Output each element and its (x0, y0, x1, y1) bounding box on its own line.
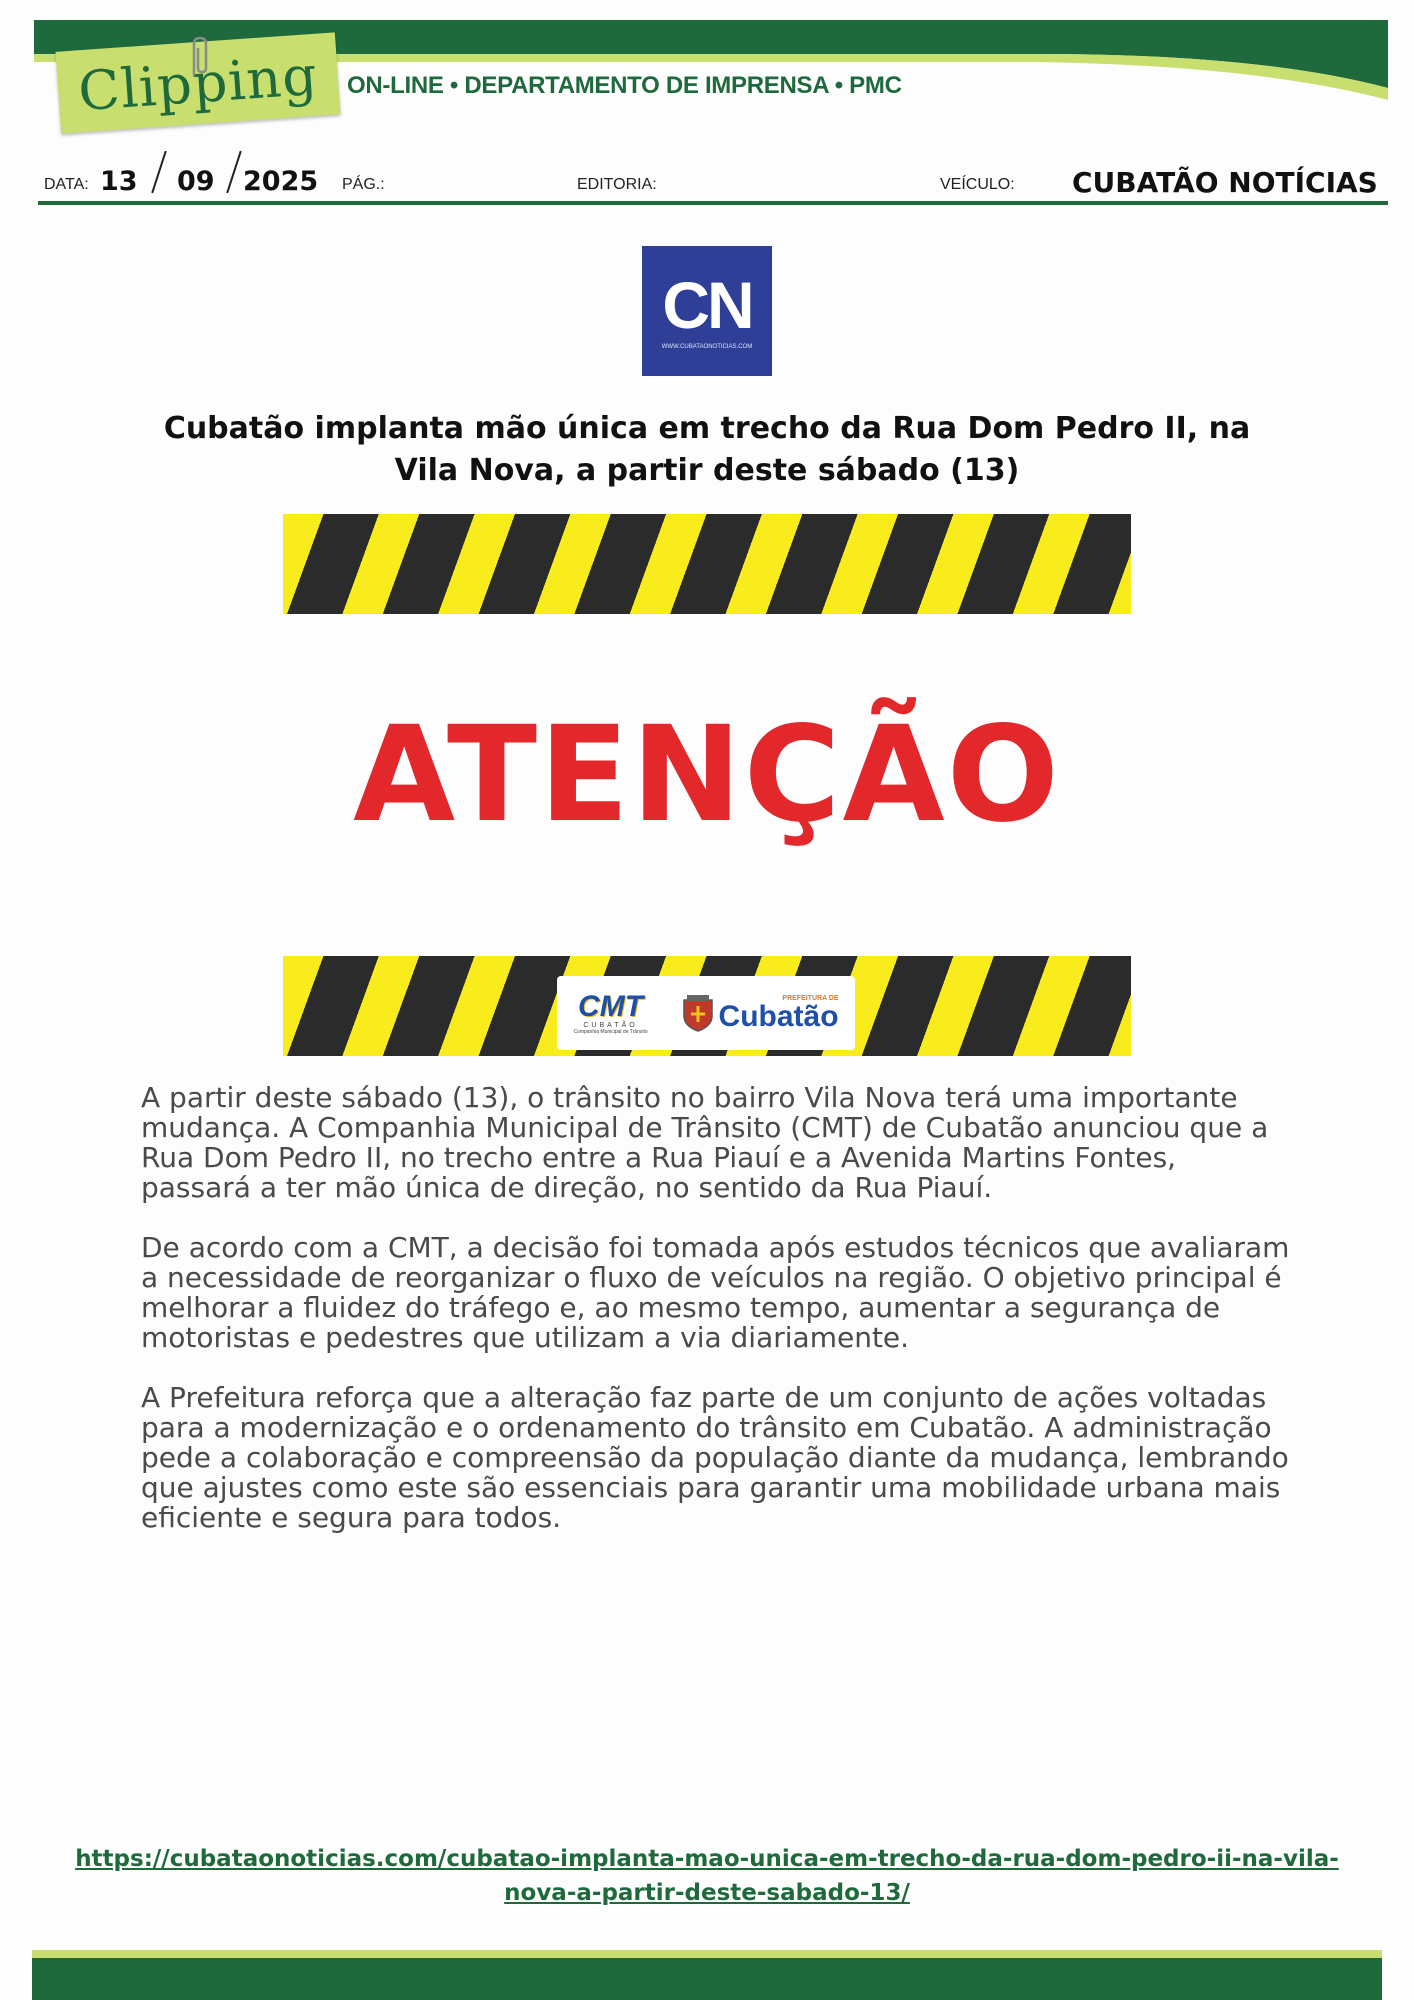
article-paragraph: A Prefeitura reforça que a alteração faz parte de um conjunto de ações voltadas para a modernização e o ordenamento do trânsito em Cubatão. A administração pede a colaboração e compreensão da população diante da mudança, lembrando que ajustes como este são essenciais para garantir uma mobilidade urbana mais eficiente e segura para todos. (141, 1381, 1289, 1534)
article-headline (150, 408, 1264, 492)
warning-image (283, 514, 1131, 1054)
veiculo-value: CUBATÃO NOTÍCIAS (1072, 166, 1378, 199)
date-separator (151, 151, 166, 193)
source-link[interactable] (70, 1842, 1344, 1910)
warning-word: ATENÇÃO (353, 698, 1061, 852)
headline-line: Vila Nova, a partir deste sábado (13) (394, 453, 1020, 488)
source-link-line[interactable]: nova-a-partir-deste-sabado-13/ (504, 1880, 910, 1906)
cmt-city: CUBATÃO (583, 1021, 638, 1029)
prefeitura-logo (681, 994, 839, 1032)
partner-logos (557, 976, 855, 1050)
logo-letters: CN (662, 268, 752, 342)
cubatao-noticias-logo (642, 246, 772, 376)
article-paragraph: De acordo com a CMT, a decisão foi tomada após estudos técnicos que avaliaram a necessidade de reorganizar o fluxo de veículos na região. O objetivo principal é melhorar a fluidez do tráfego e, ao mesmo tempo, aumentar a segurança de motoristas e pedestres que utilizam a via diariamente. (141, 1231, 1290, 1354)
clipping-text: Clipping (76, 43, 320, 123)
article-paragraph: A partir deste sábado (13), o trânsito no bairro Vila Nova terá uma importante mudança. A Companhia Municipal de Trânsito (CMT) de Cubatão anunciou que a Rua Dom Pedro II, no trecho entre a Rua Piauí e a Avenida Martins Fontes, passará a ter mão única de direção, no sentido da Rua Piauí. (141, 1081, 1269, 1204)
cmt-logo-text: CMT (578, 989, 644, 1023)
veiculo-label: VEÍCULO: (940, 176, 1015, 193)
crest-icon (681, 994, 715, 1032)
header-rule (38, 201, 1388, 205)
paperclip-icon (184, 36, 214, 78)
hazard-stripe-top (283, 514, 1131, 614)
prefeitura-small-label: PREFEITURA DE (782, 994, 839, 1002)
date-day: 13 (100, 166, 138, 197)
date-month: 09 (177, 166, 215, 197)
date-separator (226, 151, 241, 193)
header-subtitle: ON-LINE • DEPARTAMENTO DE IMPRENSA • PMC (347, 72, 902, 99)
headline-line: Cubatão implanta mão única em trecho da Rua Dom Pedro II, na (163, 411, 1251, 446)
cmt-subtitle: Companhia Municipal de Trânsito (573, 1028, 648, 1035)
logo-url: WWW.CUBATAONOTICIAS.COM (661, 344, 753, 350)
data-label: DATA: (44, 176, 89, 193)
footer-band-light (32, 1950, 1382, 1958)
date-year: 2025 (243, 166, 319, 197)
cmt-logo (573, 989, 648, 1035)
prefeitura-city: Cubatão (718, 999, 839, 1033)
article-body (141, 1083, 1291, 1563)
footer-band-dark (32, 1958, 1382, 2000)
pag-label: PÁG.: (342, 176, 385, 193)
source-link-line[interactable]: https://cubataonoticias.com/cubatao-implanta-mao-unica-em-trecho-da-rua-dom-pedro-ii-na-vila- (75, 1846, 1339, 1872)
editoria-label: EDITORIA: (577, 176, 657, 193)
